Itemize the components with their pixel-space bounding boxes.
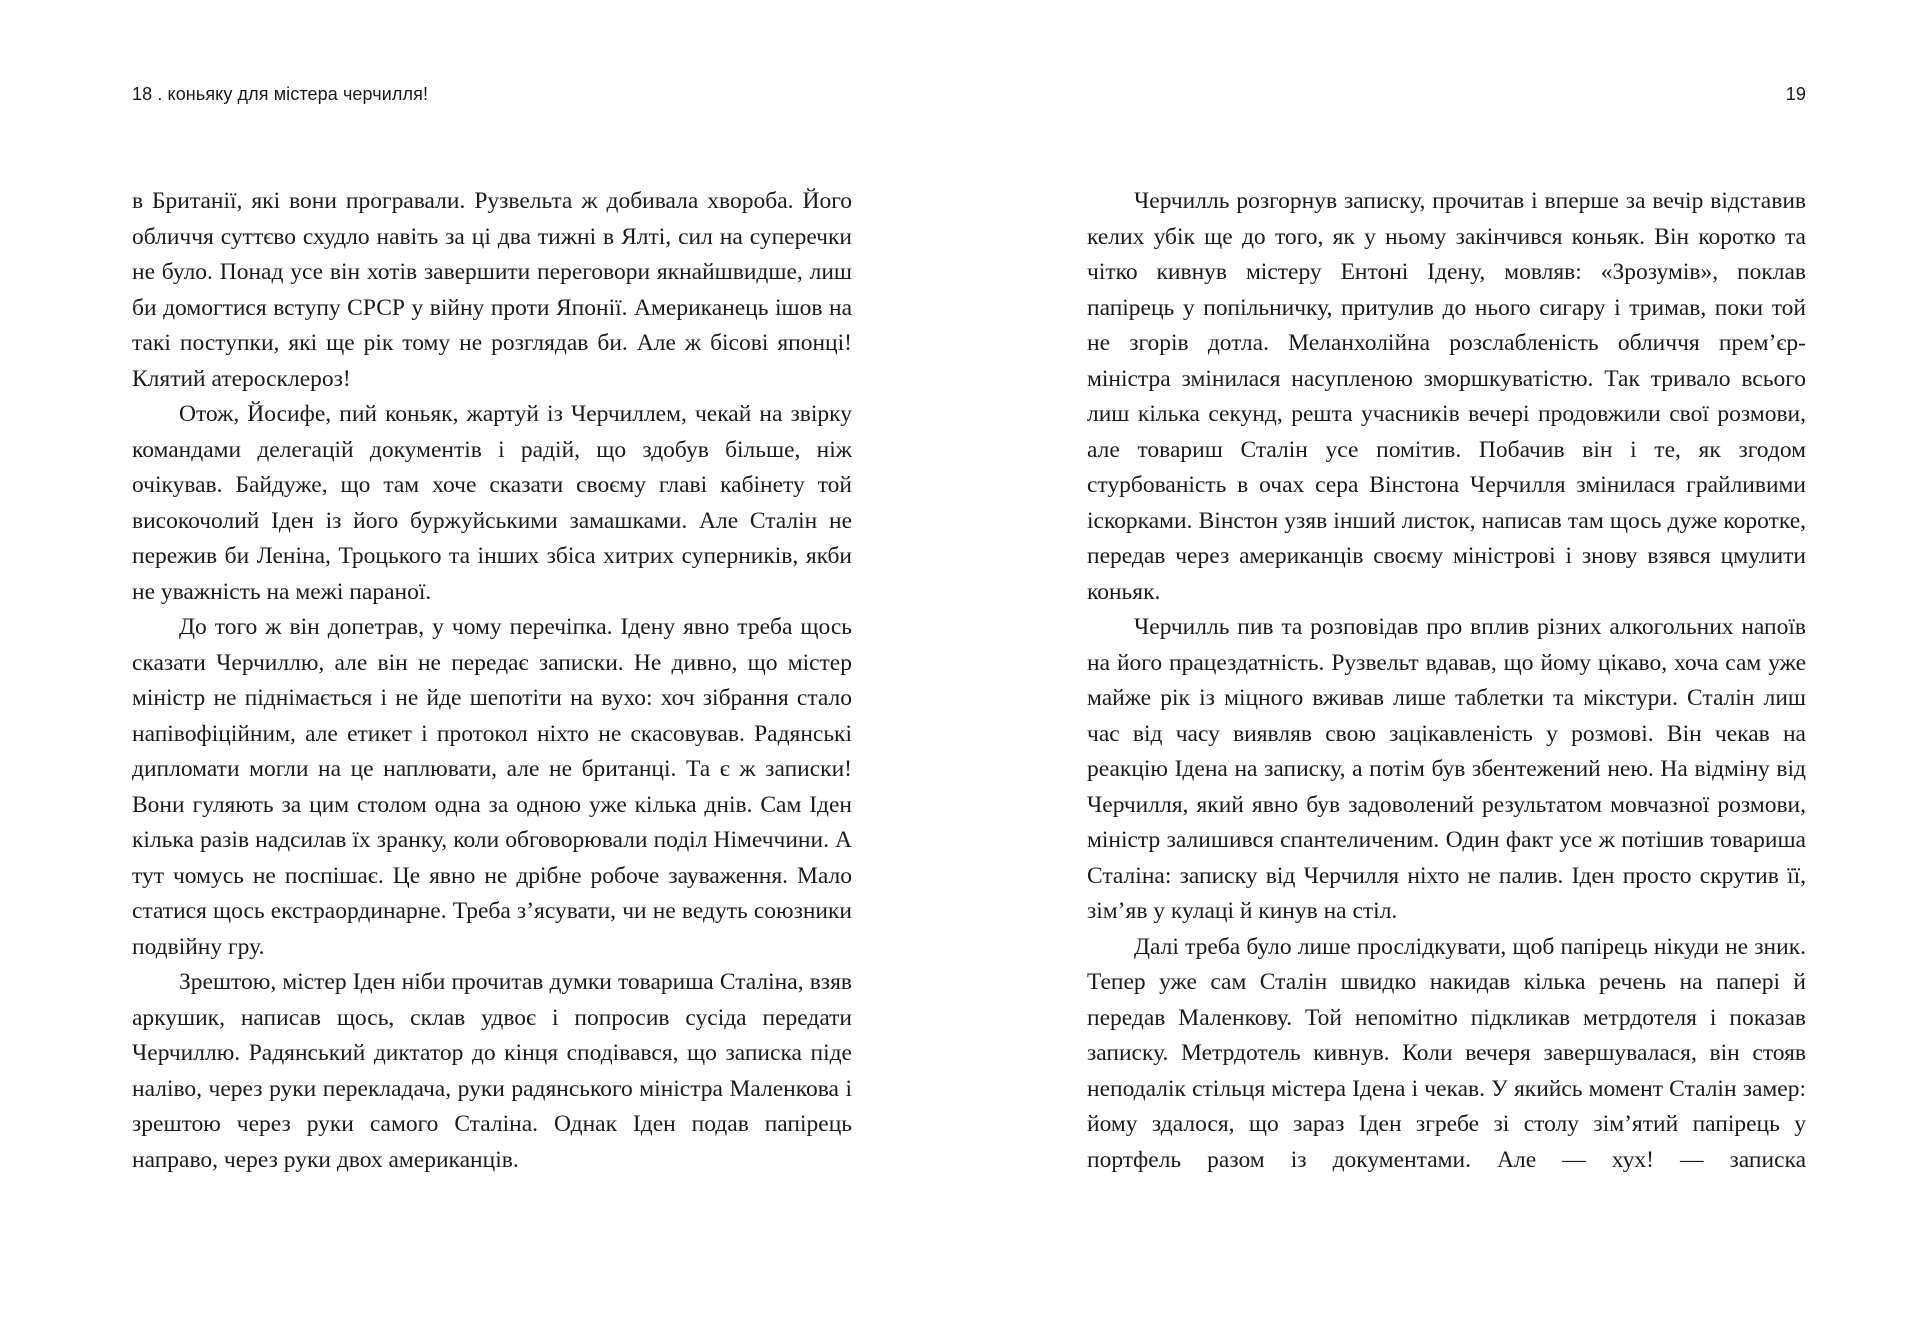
paragraph: в Британії, які вони програвали. Рузвельта ж добивала хвороба. Його обличчя суттєво схудло навіть за ці два тижні в Ялті, сил на суперечки не було. Понад усе він хотів завершити переговори якнайшвидше, лиш би домогтися вступу СРСР у війну проти Японії. Американець ішов на такі поступки, які ще рік тому не розглядав би. Але ж бісові японці! Клятий атеросклероз! bbox=[132, 188, 852, 392]
right-page bbox=[1087, 0, 1806, 1324]
running-head-left: 18 . коньяку для містера черчилля! bbox=[132, 84, 429, 104]
paragraph: Далі треба було лише прослідкувати, щоб папірець нікуди не зник. Тепер уже сам Сталін швидко накидав кілька речень на папері й передав Маленкову. Той непомітно підкликав метрдотеля і показав записку. Метрдотель кивнув. Коли вечеря завершувалася, він стояв неподалік стільця містера Ідена і чекав. У якийсь момент Сталін замер: йому здалося, що зараз Іден згребе зі столу зім’ятий папірець у портфель разом із документами. Але — хух! — записка bbox=[1087, 933, 1806, 1173]
right-text-block bbox=[1087, 184, 1806, 1178]
page-number-right: 19 bbox=[1785, 84, 1806, 104]
left-text-block bbox=[132, 184, 852, 1178]
left-page bbox=[132, 0, 852, 1324]
paragraph: Черчилль розгорнув записку, прочитав і вперше за вечір відставив келих убік ще до того, як у ньому закінчився коньяк. Він коротко та чітко кивнув містеру Ентоні Ідену, мовляв: «Зрозумів», поклав папірець у попільничку, притулив до нього сигару і тримав, поки той не згорів дотла. Меланхолійна розслабленість обличчя прем’єр-міністра змінилася насупленою зморшкуватістю. Так тривало всього лиш кілька секунд, решта учасників вечері продовжили свої розмови, але товариш Сталін усе помітив. Побачив він і те, як згодом стурбованість в очах сера Вінстона Черчилля змінилася грайливими іскорками. Вінстон узяв інший листок, написав там щось дуже коротке, передав через американців своєму міністрові і знову взявся цмулити коньяк. bbox=[1087, 188, 1806, 605]
paragraph: Черчилль пив та розповідав про вплив різних алкогольних напоїв на його працездатність. Рузвельт вдавав, що йому цікаво, хоча сам уже майже рік із міцного вживав лише таблетки та мікстури. Сталін лиш час від часу виявляв свою зацікавленість у розмові. Він чекав на реакцію Ідена на записку, а потім був збентежений нею. На відміну від Черчилля, який явно був задоволений результатом мовчазної розмови, міністр залишився спантеличеним. Один факт усе ж потішив товариша Сталіна: записку від Черчилля ніхто не палив. Іден просто скрутив її, зім’яв у кулаці й кинув на стіл. bbox=[1087, 614, 1806, 924]
paragraph: До того ж він допетрав, у чому перечіпка. Ідену явно треба щось сказати Черчиллю, але він не передає записки. Не дивно, що містер міністр не піднімається і не йде шепотіти на вухо: хоч зібрання стало напівофіційним, але етикет і протокол ніхто не скасовував. Радянські дипломати могли на це наплювати, але не британці. Та є ж записки! Вони гуляють за цим столом одна за одною уже кілька днів. Сам Іден кілька разів надсилав їх зранку, коли обговорювали поділ Німеччини. А тут чомусь не поспішає. Це явно не дрібне робоче зауваження. Мало статися щось екстраординарне. Треба з’ясувати, чи не ведуть союзники подвійну гру. bbox=[132, 614, 852, 960]
paragraph: Зрештою, містер Іден ніби прочитав думки товариша Сталіна, взяв аркушик, написав щось, склав удвоє і попросив сусіда передати Черчиллю. Радянський диктатор до кінця сподівався, що записка піде наліво, через руки перекладача, руки радянського міністра Маленкова і зрештою через руки самого Сталіна. Однак Іден подав папірець направо, через руки двох американців. bbox=[132, 969, 852, 1173]
paragraph: Отож, Йосифе, пий коньяк, жартуй із Черчиллем, чекай на звірку командами делегацій документів і радій, що здобув більше, ніж очікував. Байдуже, що там хоче сказати своєму главі кабінету той високочолий Іден із його буржуйськими замашками. Але Сталін не пережив би Леніна, Троцького та інших збіса хитрих суперників, якби не уважність на межі параної. bbox=[132, 401, 852, 605]
